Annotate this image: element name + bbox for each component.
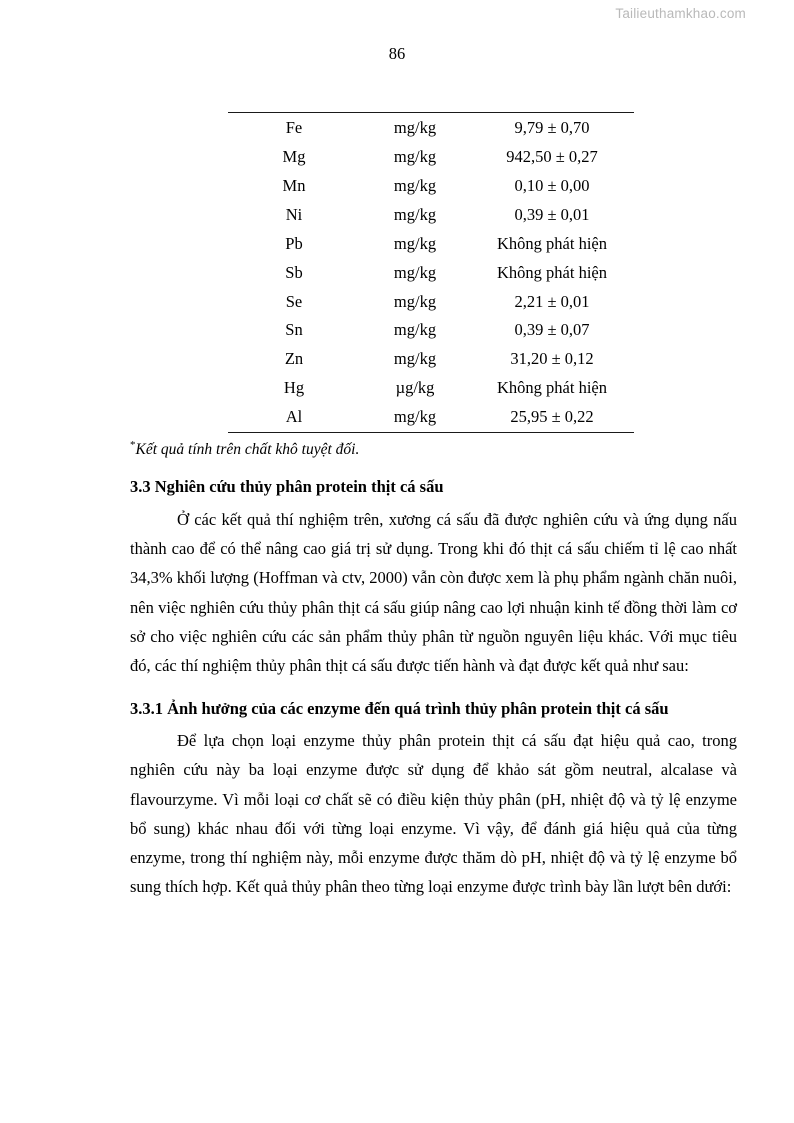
- table-row: [228, 171, 634, 200]
- element-symbol: Al: [228, 403, 360, 432]
- footnote-text: Kết quả tính trên chất khô tuyệt đối.: [135, 440, 360, 458]
- element-symbol: Zn: [284, 349, 304, 369]
- table-row: [228, 200, 634, 229]
- element-unit: mg/kg: [393, 146, 437, 166]
- table-row: [228, 229, 634, 258]
- section-heading-3-3: 3.3 Nghiên cứu thủy phân protein thịt cá sấu: [130, 476, 444, 496]
- element-value: Không phát hiện: [497, 233, 607, 253]
- element-value: 0,39 ± 0,07: [514, 320, 590, 340]
- table-row: [228, 345, 634, 374]
- element-unit: mg/kg: [393, 262, 437, 282]
- element-unit: mg/kg: [360, 113, 470, 142]
- table-row: [228, 142, 634, 171]
- table-row: [228, 316, 634, 345]
- element-symbol: Sb: [285, 262, 303, 282]
- element-symbol: Fe: [228, 113, 360, 142]
- site-watermark: Tailieuthamkhao.com: [615, 6, 746, 21]
- table-row: [228, 113, 634, 142]
- element-value: 942,50 ± 0,27: [506, 146, 598, 166]
- mineral-composition-table: [228, 112, 634, 433]
- table-row: [228, 287, 634, 316]
- element-symbol: Pb: [285, 233, 303, 253]
- element-unit: mg/kg: [393, 291, 437, 311]
- element-unit: mg/kg: [393, 204, 437, 224]
- section-paragraph-3-3: Ở các kết quả thí nghiệm trên, xương cá sấu đã được nghiên cứu và ứng dụng nấu thành cao để có thể nâng cao giá trị sử dụng. Trong khi đó thịt cá sấu chiếm tỉ lệ cao nhất 34,3% khối lượng (Hoffman và ctv, 2000) vẫn còn được xem là phụ phẩm ngành chăn nuôi, nên việc nghiên cứu thủy phân thịt cá sấu giúp nâng cao lợi nhuận kinh tế đồng thời làm cơ sở cho việc nghiên cứu các sản phẩm thủy phân từ nguồn nguyên liệu khác. Với mục tiêu đó, các thí nghiệm thủy phân thịt cá sấu được tiến hành và đạt được kết quả như sau:: [130, 509, 737, 675]
- element-symbol: Sn: [285, 320, 303, 340]
- table-row: [228, 258, 634, 287]
- element-symbol: Se: [285, 291, 303, 311]
- element-symbol: Ni: [285, 204, 303, 224]
- page-content: [130, 112, 737, 901]
- footnote-marker: *: [130, 438, 136, 451]
- element-unit: mg/kg: [393, 175, 437, 195]
- element-unit: mg/kg: [393, 233, 437, 253]
- element-unit: mg/kg: [360, 403, 470, 432]
- table-body: [228, 113, 634, 433]
- table-row: [228, 374, 634, 403]
- element-symbol: Mn: [282, 175, 306, 195]
- element-value: 31,20 ± 0,12: [510, 349, 594, 369]
- subsection-heading-3-3-1: 3.3.1 Ảnh hưởng của các enzyme đến quá trình thủy phân protein thịt cá sấu: [130, 699, 669, 719]
- element-value: 2,21 ± 0,01: [514, 291, 590, 311]
- element-value: 9,79 ± 0,70: [470, 113, 634, 142]
- page-number: 86: [388, 44, 406, 63]
- element-value: 25,95 ± 0,22: [470, 403, 634, 432]
- element-unit: mg/kg: [393, 349, 437, 369]
- element-value: 0,10 ± 0,00: [514, 175, 590, 195]
- element-symbol: Mg: [282, 146, 306, 166]
- element-symbol: Hg: [283, 378, 305, 398]
- element-value: Không phát hiện: [497, 262, 607, 282]
- table-row: [228, 403, 634, 432]
- table-footnote: [130, 435, 737, 460]
- subsection-paragraph-3-3-1: Để lựa chọn loại enzyme thủy phân protein thịt cá sấu đạt hiệu quả cao, trong nghiên cứu này ba loại enzyme được sử dụng để khảo sát gồm neutral, alcalase và flavourzyme. Vì mỗi loại cơ chất sẽ có điều kiện thủy phân (pH, nhiệt độ và tỷ lệ enzyme bổ sung) khác nhau đối với từng loại enzyme. Vì vậy, để đánh giá hiệu quả của từng enzyme, trong thí nghiệm này, mỗi enzyme được thăm dò pH, nhiệt độ và tỷ lệ enzyme bổ sung thích hợp. Kết quả thủy phân theo từng loại enzyme được trình bày lần lượt bên dưới:: [130, 731, 737, 897]
- element-unit: mg/kg: [393, 320, 437, 340]
- element-unit: µg/kg: [395, 378, 435, 398]
- element-value: 0,39 ± 0,01: [514, 204, 590, 224]
- element-value: Không phát hiện: [497, 378, 607, 398]
